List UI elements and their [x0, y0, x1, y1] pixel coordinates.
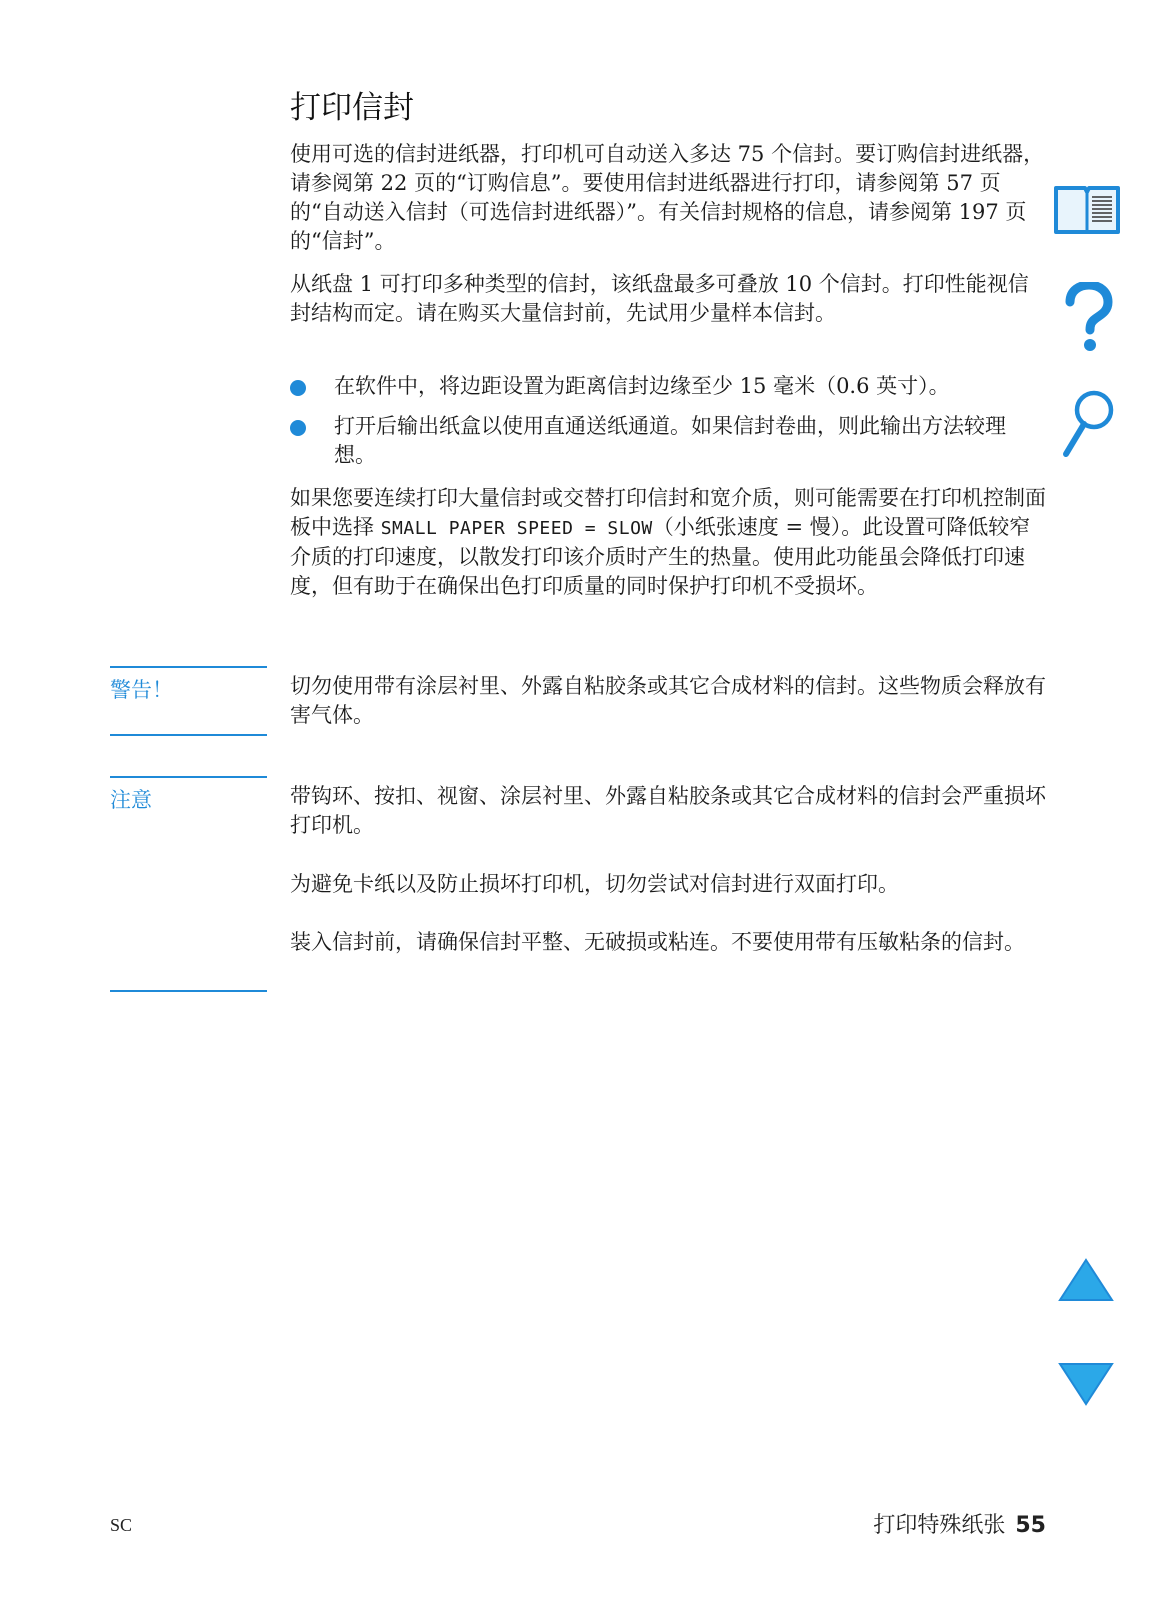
question-mark-icon[interactable] [1060, 282, 1116, 354]
bullet-item-output-bin: 打开后输出纸盒以使用直通送纸通道。如果信封卷曲，则此输出方法较理想。 [334, 414, 1006, 467]
magnifier-icon[interactable] [1058, 388, 1118, 460]
warning-rule-bottom [110, 734, 267, 736]
book-icon[interactable] [1052, 180, 1122, 240]
paragraph-speed [290, 484, 1046, 601]
footer-section [873, 1508, 1046, 1539]
paragraph-speed-before: 如果您要连续打印大量信封或交替打印信封和宽介质，则可能需要在打印机控制面板中选择 [290, 486, 1046, 539]
warning-label: 警告！ [110, 678, 173, 702]
warning-text: 切勿使用带有涂层衬里、外露自粘胶条或其它合成材料的信封。这些物质会释放有害气体。 [290, 674, 1046, 727]
caution-rule-top [110, 776, 267, 778]
control-panel-setting: SMALL PAPER SPEED = SLOW [380, 518, 653, 539]
caution-label: 注意 [110, 788, 152, 812]
warning-rule-top [110, 666, 267, 668]
bullet-item-margins: 在软件中，将边距设置为距离信封边缘至少 15 毫米（0.6 英寸）。 [334, 374, 950, 398]
paragraph-speed-after: （小纸张速度 = 慢）。此设置可降低较窄介质的打印速度，以散发打印该介质时产生的热量。使用此功能虽会降低打印速度，但有助于在确保出色打印质量的同时保护打印机不受损坏。 [290, 515, 1031, 598]
bullet-icon [290, 420, 306, 436]
page-number: 55 [1015, 1513, 1046, 1538]
page-title: 打印信封 [290, 90, 414, 126]
footer-section-title: 打印特殊纸张 [873, 1513, 1006, 1538]
footer-language-code: SC [110, 1515, 133, 1535]
paragraph-tray1: 从纸盘 1 可打印多种类型的信封，该纸盘最多可叠放 10 个信封。打印性能视信封结构而定。请在购买大量信封前，先试用少量样本信封。 [290, 272, 1029, 325]
bullet-icon [290, 380, 306, 396]
caution-rule-bottom [110, 990, 267, 992]
paragraph-intro: 使用可选的信封进纸器，打印机可自动送入多达 75 个信封。要订购信封进纸器，请参阅第 22 页的“订购信息”。要使用信封进纸器进行打印，请参阅第 57 页的“自动送入信封（可选信封进纸器）”。有关信封规格的信息，请参阅第 197 页的“信封”。 [290, 142, 1045, 253]
caution-text-2: 为避免卡纸以及防止损坏打印机，切勿尝试对信封进行双面打印。 [290, 872, 899, 896]
triangle-down-icon[interactable] [1058, 1362, 1114, 1406]
caution-text-3: 装入信封前，请确保信封平整、无破损或粘连。不要使用带有压敏粘条的信封。 [290, 930, 1025, 954]
caution-text-1: 带钩环、按扣、视窗、涂层衬里、外露自粘胶条或其它合成材料的信封会严重损坏打印机。 [290, 784, 1046, 837]
triangle-up-icon[interactable] [1058, 1258, 1114, 1302]
